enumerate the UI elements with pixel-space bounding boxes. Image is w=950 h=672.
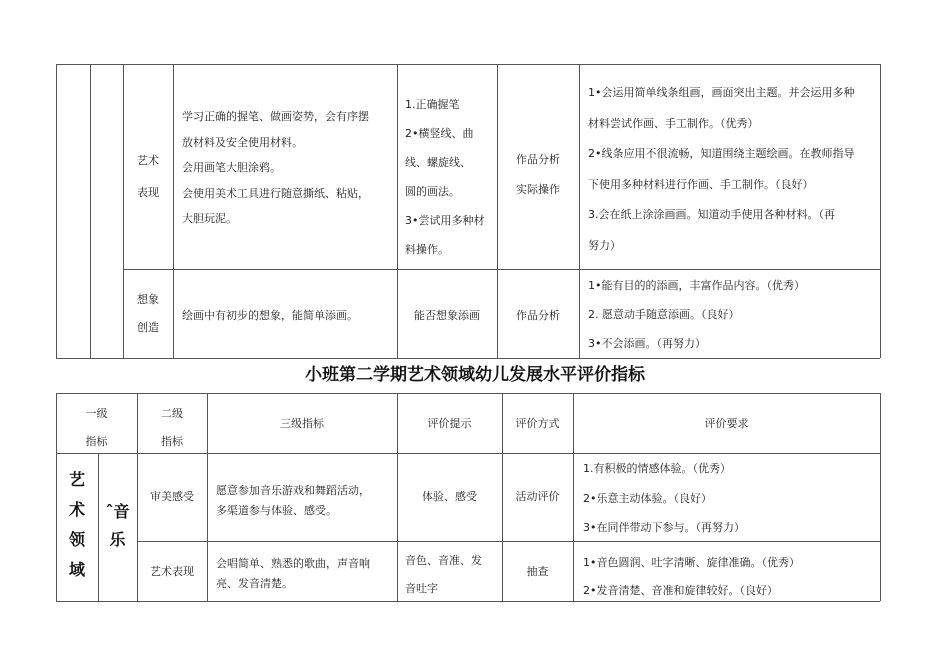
header-method: 评价方式 bbox=[515, 417, 560, 430]
hint-cell: 能否想象添画 bbox=[414, 309, 480, 322]
header-hint: 评价提示 bbox=[427, 417, 472, 430]
header-level3: 三级指标 bbox=[280, 417, 324, 430]
indicator-cell: 绘画中有初步的想象，能简单添画。 bbox=[182, 309, 358, 322]
header-level1: 一级 指标 bbox=[85, 407, 108, 448]
table-border bbox=[56, 64, 880, 65]
sub-domain-cell: ˆ音 乐 bbox=[105, 502, 130, 549]
level2-cell: 艺术 表现 bbox=[137, 154, 159, 199]
hint-cell: 体验、感受 bbox=[422, 490, 477, 503]
method-cell: 作品分析 实际操作 bbox=[516, 153, 560, 196]
header-requirement: 评价要求 bbox=[704, 417, 749, 430]
header-level2: 二级 指标 bbox=[161, 407, 183, 448]
page-title: 小班第二学期艺术领域幼儿发展水平评价指标 bbox=[305, 365, 645, 385]
table-border bbox=[56, 393, 880, 394]
table-border bbox=[90, 64, 91, 358]
indicator-cell: 愿意参加音乐游戏和舞蹈活动， 多渠道参与体验、感受。 bbox=[216, 484, 370, 517]
table-border bbox=[579, 64, 580, 358]
level3-name-cell: 艺术表现 bbox=[150, 565, 194, 578]
level2-cell: 想象 创造 bbox=[137, 293, 159, 334]
requirement-cell: 1•音色圆润、吐字清晰、旋律准确。（优秀） 2•发音清楚、音准和旋律较好。（良好） bbox=[583, 556, 800, 597]
indicator-cell: 会唱简单、熟悉的歌曲，声音响 亮、发音清楚。 bbox=[216, 557, 370, 590]
method-cell: 抽查 bbox=[526, 565, 549, 578]
domain-cell: 艺 术 领 域 bbox=[68, 470, 85, 579]
table-border bbox=[123, 269, 880, 270]
requirement-cell: 1•能有目的的添画，丰富作品内容。（优秀） 2. 愿意动手随意添画。（良好） 3•不会添画。（再努力） bbox=[588, 279, 805, 350]
requirement-cell: 1.有积极的情感体验。（优秀） 2•乐意主动体验。（良好） 3•在同伴带动下参与。（再努力） bbox=[583, 462, 745, 534]
table-border bbox=[173, 64, 174, 358]
table-border bbox=[56, 64, 57, 358]
table-border bbox=[880, 64, 881, 358]
hint-cell: 1.正确握笔 2•横竖线、曲 线、螺旋线、 圆的画法。 3•尝试用多种材 料操作。 bbox=[405, 98, 485, 256]
table-border bbox=[56, 358, 880, 359]
method-cell: 作品分析 bbox=[516, 309, 560, 322]
indicator-cell: 学习正确的握笔、做画姿势，会有序摆 放材料及安全使用材料。 会用画笔大胆涂鸦。 会使用美术工具进行随意撕纸、粘贴， 大胆玩泥。 bbox=[182, 110, 369, 225]
hint-cell: 音色、音准、发 音吐字 bbox=[405, 554, 482, 595]
requirement-cell: 1•会运用简单线条组画，画面突出主题。并会运用多种 材料尝试作画、手工制作。（优秀） 2•线条应用不很流畅，知道围绕主题绘画。在教师指导 下使用多种材料进行作画、手工制作。（良好） 3.会在纸上涂涂画画。知道动手使用各种材料。（再 努力） bbox=[588, 86, 855, 252]
table-border bbox=[880, 393, 881, 601]
method-cell: 活动评价 bbox=[515, 490, 560, 503]
level3-name-cell: 审美感受 bbox=[150, 490, 194, 503]
